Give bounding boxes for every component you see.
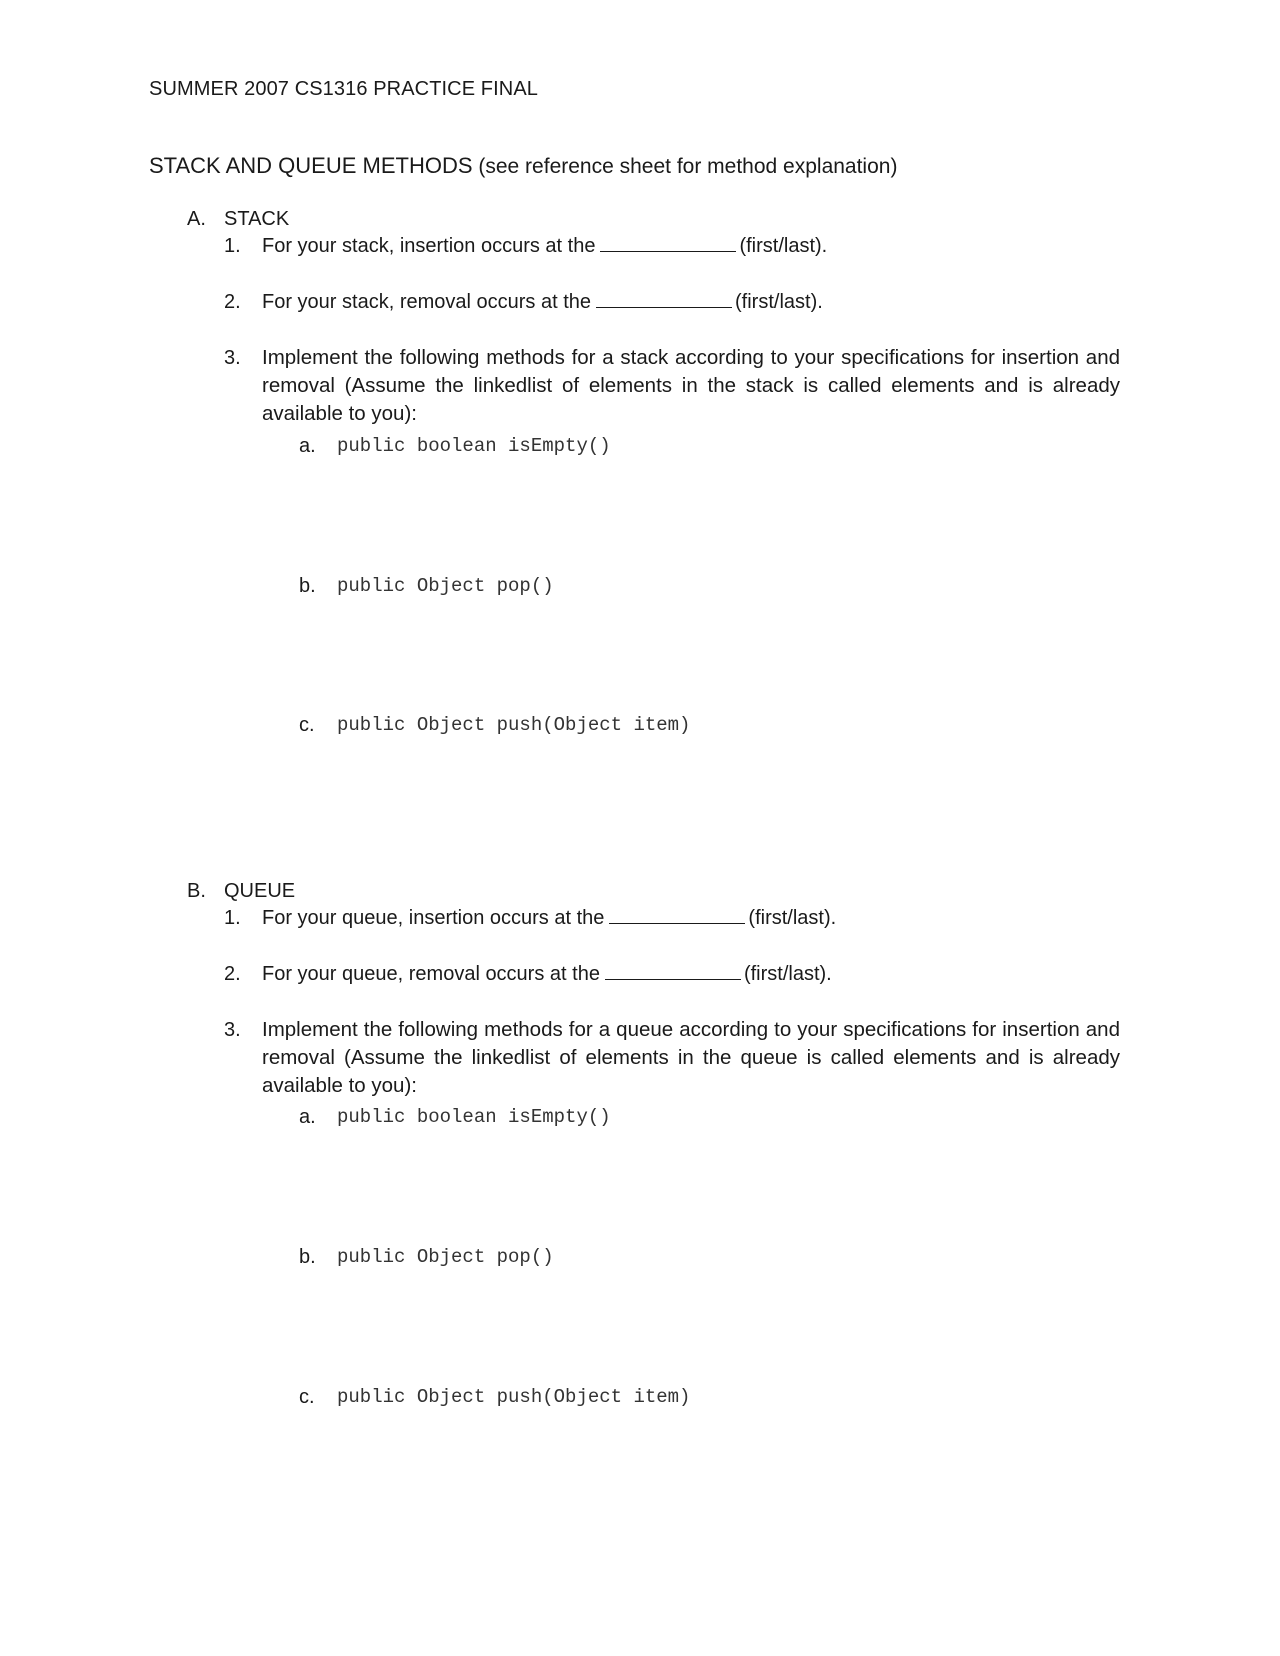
stack-q3-number: 3. [224,347,241,369]
queue-q1 [262,904,836,932]
queue-method-a-letter: a. [299,1106,316,1128]
stack-q2-answer-blank[interactable] [596,289,732,308]
queue-q1-suffix: (first/last). [748,907,837,929]
queue-q3-text: Implement the following methods for a queue according to your specifications for insertion and removal (Assume the linkedlist of elements in the queue is called elements and is already available to you): [262,1018,1120,1097]
queue-method-b-signature: public Object pop() [337,1246,554,1268]
stack-q1-text: For your stack, insertion occurs at the [262,235,596,257]
stack-method-c-letter: c. [299,714,315,736]
queue-q2-answer-blank[interactable] [605,961,741,980]
stack-q1-number: 1. [224,235,241,257]
section-title-main: STACK AND QUEUE METHODS [149,153,473,178]
section-title-note: (see reference sheet for method explanation) [478,155,898,178]
queue-q2-suffix: (first/last). [743,963,832,985]
stack-q1 [262,232,827,260]
queue-q1-text: For your queue, insertion occurs at the [262,907,605,929]
queue-q1-answer-blank[interactable] [609,905,745,924]
queue-q2-text: For your queue, removal occurs at the [262,963,600,985]
stack-q1-answer-blank[interactable] [600,233,736,252]
queue-q3-number: 3. [224,1019,241,1041]
queue-q2-number: 2. [224,963,241,985]
queue-method-b-letter: b. [299,1246,316,1268]
stack-method-b-letter: b. [299,575,316,597]
queue-letter: B. [187,880,206,902]
stack-q2-suffix: (first/last). [735,291,823,313]
section-title [149,152,897,181]
stack-method-a-signature: public boolean isEmpty() [337,435,611,457]
stack-heading: STACK [224,208,290,230]
stack-method-b-signature: public Object pop() [337,575,554,597]
queue-q2 [262,960,832,988]
stack-method-a-letter: a. [299,435,316,457]
queue-method-a-signature: public boolean isEmpty() [337,1106,611,1128]
queue-q1-number: 1. [224,907,241,929]
queue-heading: QUEUE [224,880,296,902]
stack-q2-text: For your stack, removal occurs at the [262,291,592,313]
queue-method-c-letter: c. [299,1386,315,1408]
stack-q2 [262,288,823,316]
stack-letter: A. [187,208,206,230]
stack-q3-text: Implement the following methods for a stack according to your specifications for insertion and removal (Assume the linkedlist of elements in the stack is called elements and is already available to you): [262,346,1120,425]
stack-q2-number: 2. [224,291,241,313]
page-header: SUMMER 2007 CS1316 PRACTICE FINAL [149,78,538,100]
stack-q1-suffix: (first/last). [739,235,828,257]
stack-method-c-signature: public Object push(Object item) [337,714,691,736]
queue-method-c-signature: public Object push(Object item) [337,1386,691,1408]
